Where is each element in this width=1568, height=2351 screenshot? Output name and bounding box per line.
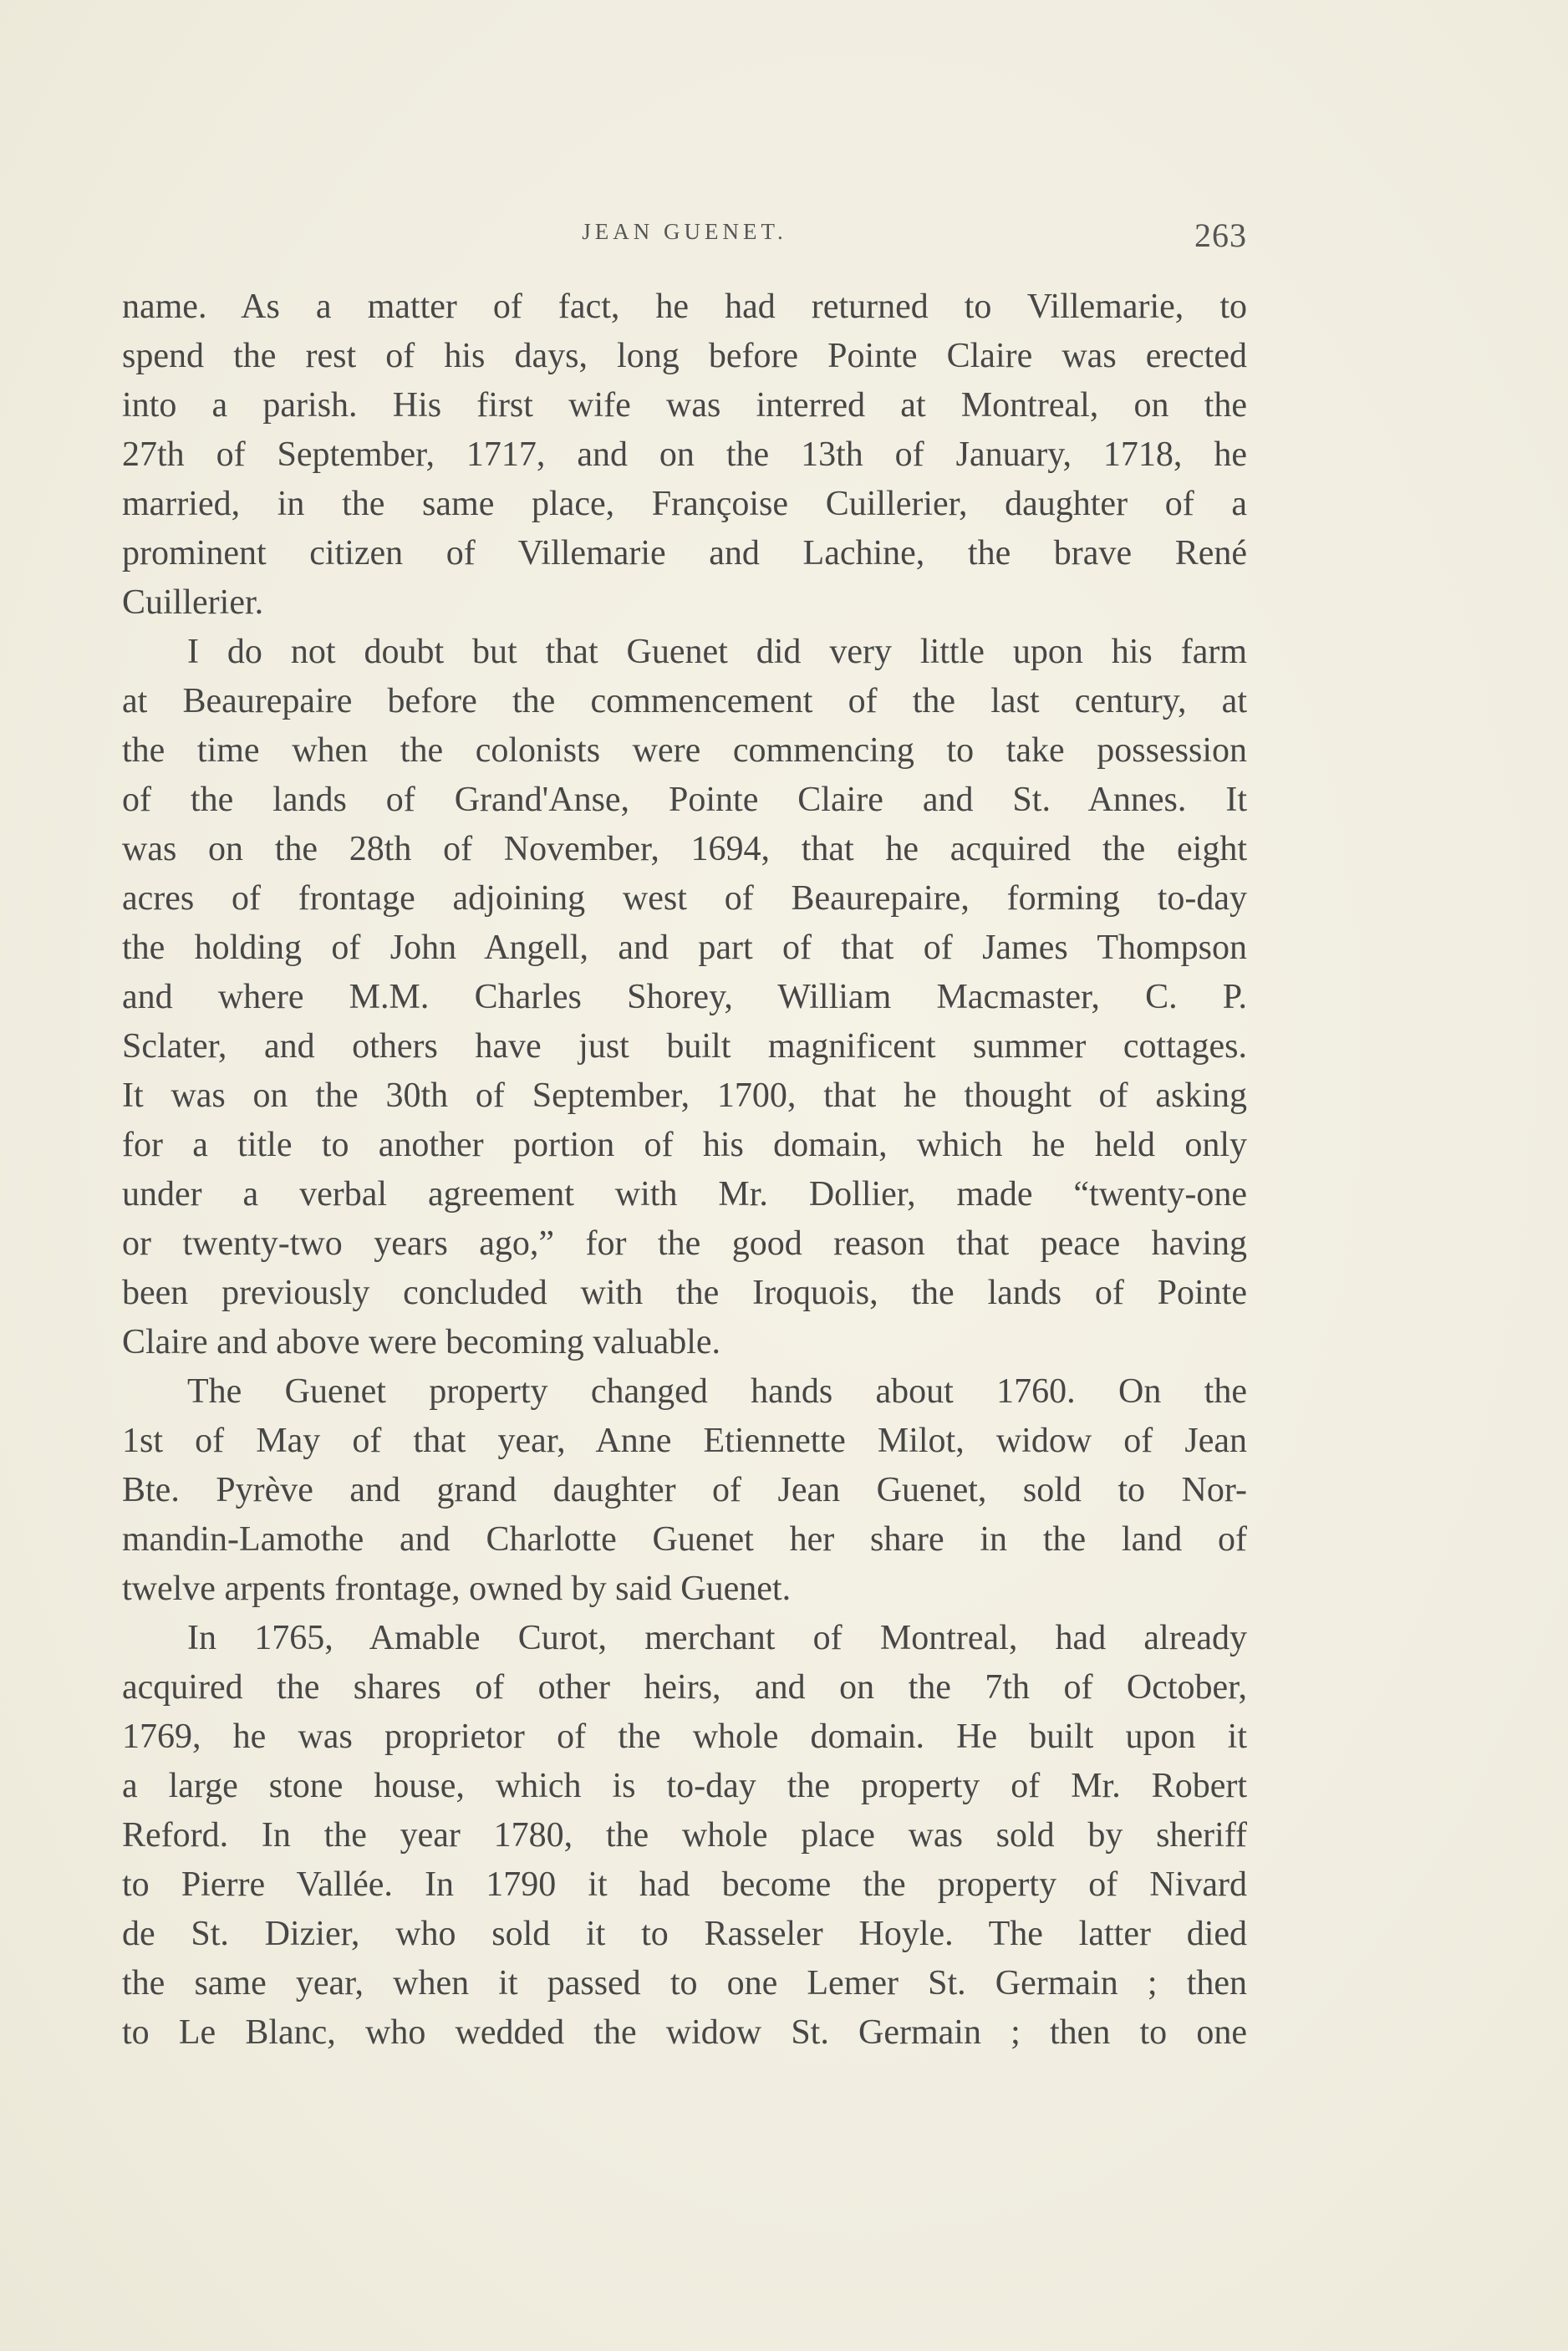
text-line: been previously concluded with the Iroquois, the lands of Pointe xyxy=(122,1274,1247,1312)
text-line: 1st of May of that year, Anne Etiennette Milot, widow of Jean xyxy=(122,1422,1247,1460)
text-line: into a parish. His first wife was interred at Montreal, on the xyxy=(122,386,1247,425)
body-text xyxy=(122,282,1247,2058)
text-line: to Pierre Vallée. In 1790 it had become the property of Nivard xyxy=(122,1865,1247,1904)
text-line: or twenty-two years ago,” for the good reason that peace having xyxy=(122,1224,1247,1263)
text-line: the same year, when it passed to one Lemer St. Germain ; then xyxy=(122,1964,1247,2002)
text-line: for a title to another portion of his domain, which he held only xyxy=(122,1126,1247,1164)
text-line: was on the 28th of November, 1694, that he acquired the eight xyxy=(122,830,1247,868)
text-line: name. As a matter of fact, he had returned to Villemarie, to xyxy=(122,288,1247,326)
text-line: and where M.M. Charles Shorey, William Macmaster, C. P. xyxy=(122,978,1247,1016)
text-line: the time when the colonists were commencing to take possession xyxy=(122,731,1247,770)
text-line: married, in the same place, Françoise Cuillerier, daughter of a xyxy=(122,485,1247,523)
text-line: under a verbal agreement with Mr. Dollier, made “twenty-one xyxy=(122,1175,1247,1214)
text-line: It was on the 30th of September, 1700, that he thought of asking xyxy=(122,1076,1247,1115)
page-number: 263 xyxy=(1194,216,1247,254)
text-line: de St. Dizier, who sold it to Rasseler Hoyle. The latter died xyxy=(122,1915,1247,1953)
text-line: of the lands of Grand'Anse, Pointe Claire and St. Annes. It xyxy=(122,781,1247,819)
text-line: Reford. In the year 1780, the whole place was sold by sheriff xyxy=(122,1816,1247,1855)
text-line: Cuillerier. xyxy=(122,583,264,622)
running-header xyxy=(122,216,1247,257)
text-line: a large stone house, which is to-day the property of Mr. Robert xyxy=(122,1767,1247,1805)
running-title: JEAN GUENET. xyxy=(582,219,787,244)
paragraph-start-line: In 1765, Amable Curot, merchant of Montreal, had already xyxy=(187,1619,1247,1657)
paragraph-start-line: The Guenet property changed hands about 1760. On the xyxy=(187,1372,1247,1411)
text-line: Claire and above were becoming valuable. xyxy=(122,1323,721,1361)
text-line: Bte. Pyrève and grand daughter of Jean Guenet, sold to Nor- xyxy=(122,1471,1247,1509)
text-line: to Le Blanc, who wedded the widow St. Germain ; then to one xyxy=(122,2013,1247,2052)
paragraph-start-line: I do not doubt but that Guenet did very little upon his farm xyxy=(187,633,1247,671)
text-line: twelve arpents frontage, owned by said Guenet. xyxy=(122,1570,792,1608)
text-line: 1769, he was proprietor of the whole domain. He built upon it xyxy=(122,1717,1247,1756)
text-line: Sclater, and others have just built magnificent summer cottages. xyxy=(122,1027,1247,1066)
text-line: the holding of John Angell, and part of that of James Thompson xyxy=(122,929,1247,967)
text-line: spend the rest of his days, long before Pointe Claire was erected xyxy=(122,337,1247,375)
text-line: at Beaurepaire before the commencement of the last century, at xyxy=(122,682,1247,720)
text-line: mandin-Lamothe and Charlotte Guenet her share in the land of xyxy=(122,1520,1247,1559)
text-line: 27th of September, 1717, and on the 13th of January, 1718, he xyxy=(122,435,1247,474)
text-line: acquired the shares of other heirs, and on the 7th of October, xyxy=(122,1668,1247,1707)
text-line: prominent citizen of Villemarie and Lachine, the brave René xyxy=(122,534,1247,572)
text-line: acres of frontage adjoining west of Beaurepaire, forming to-day xyxy=(122,879,1247,918)
